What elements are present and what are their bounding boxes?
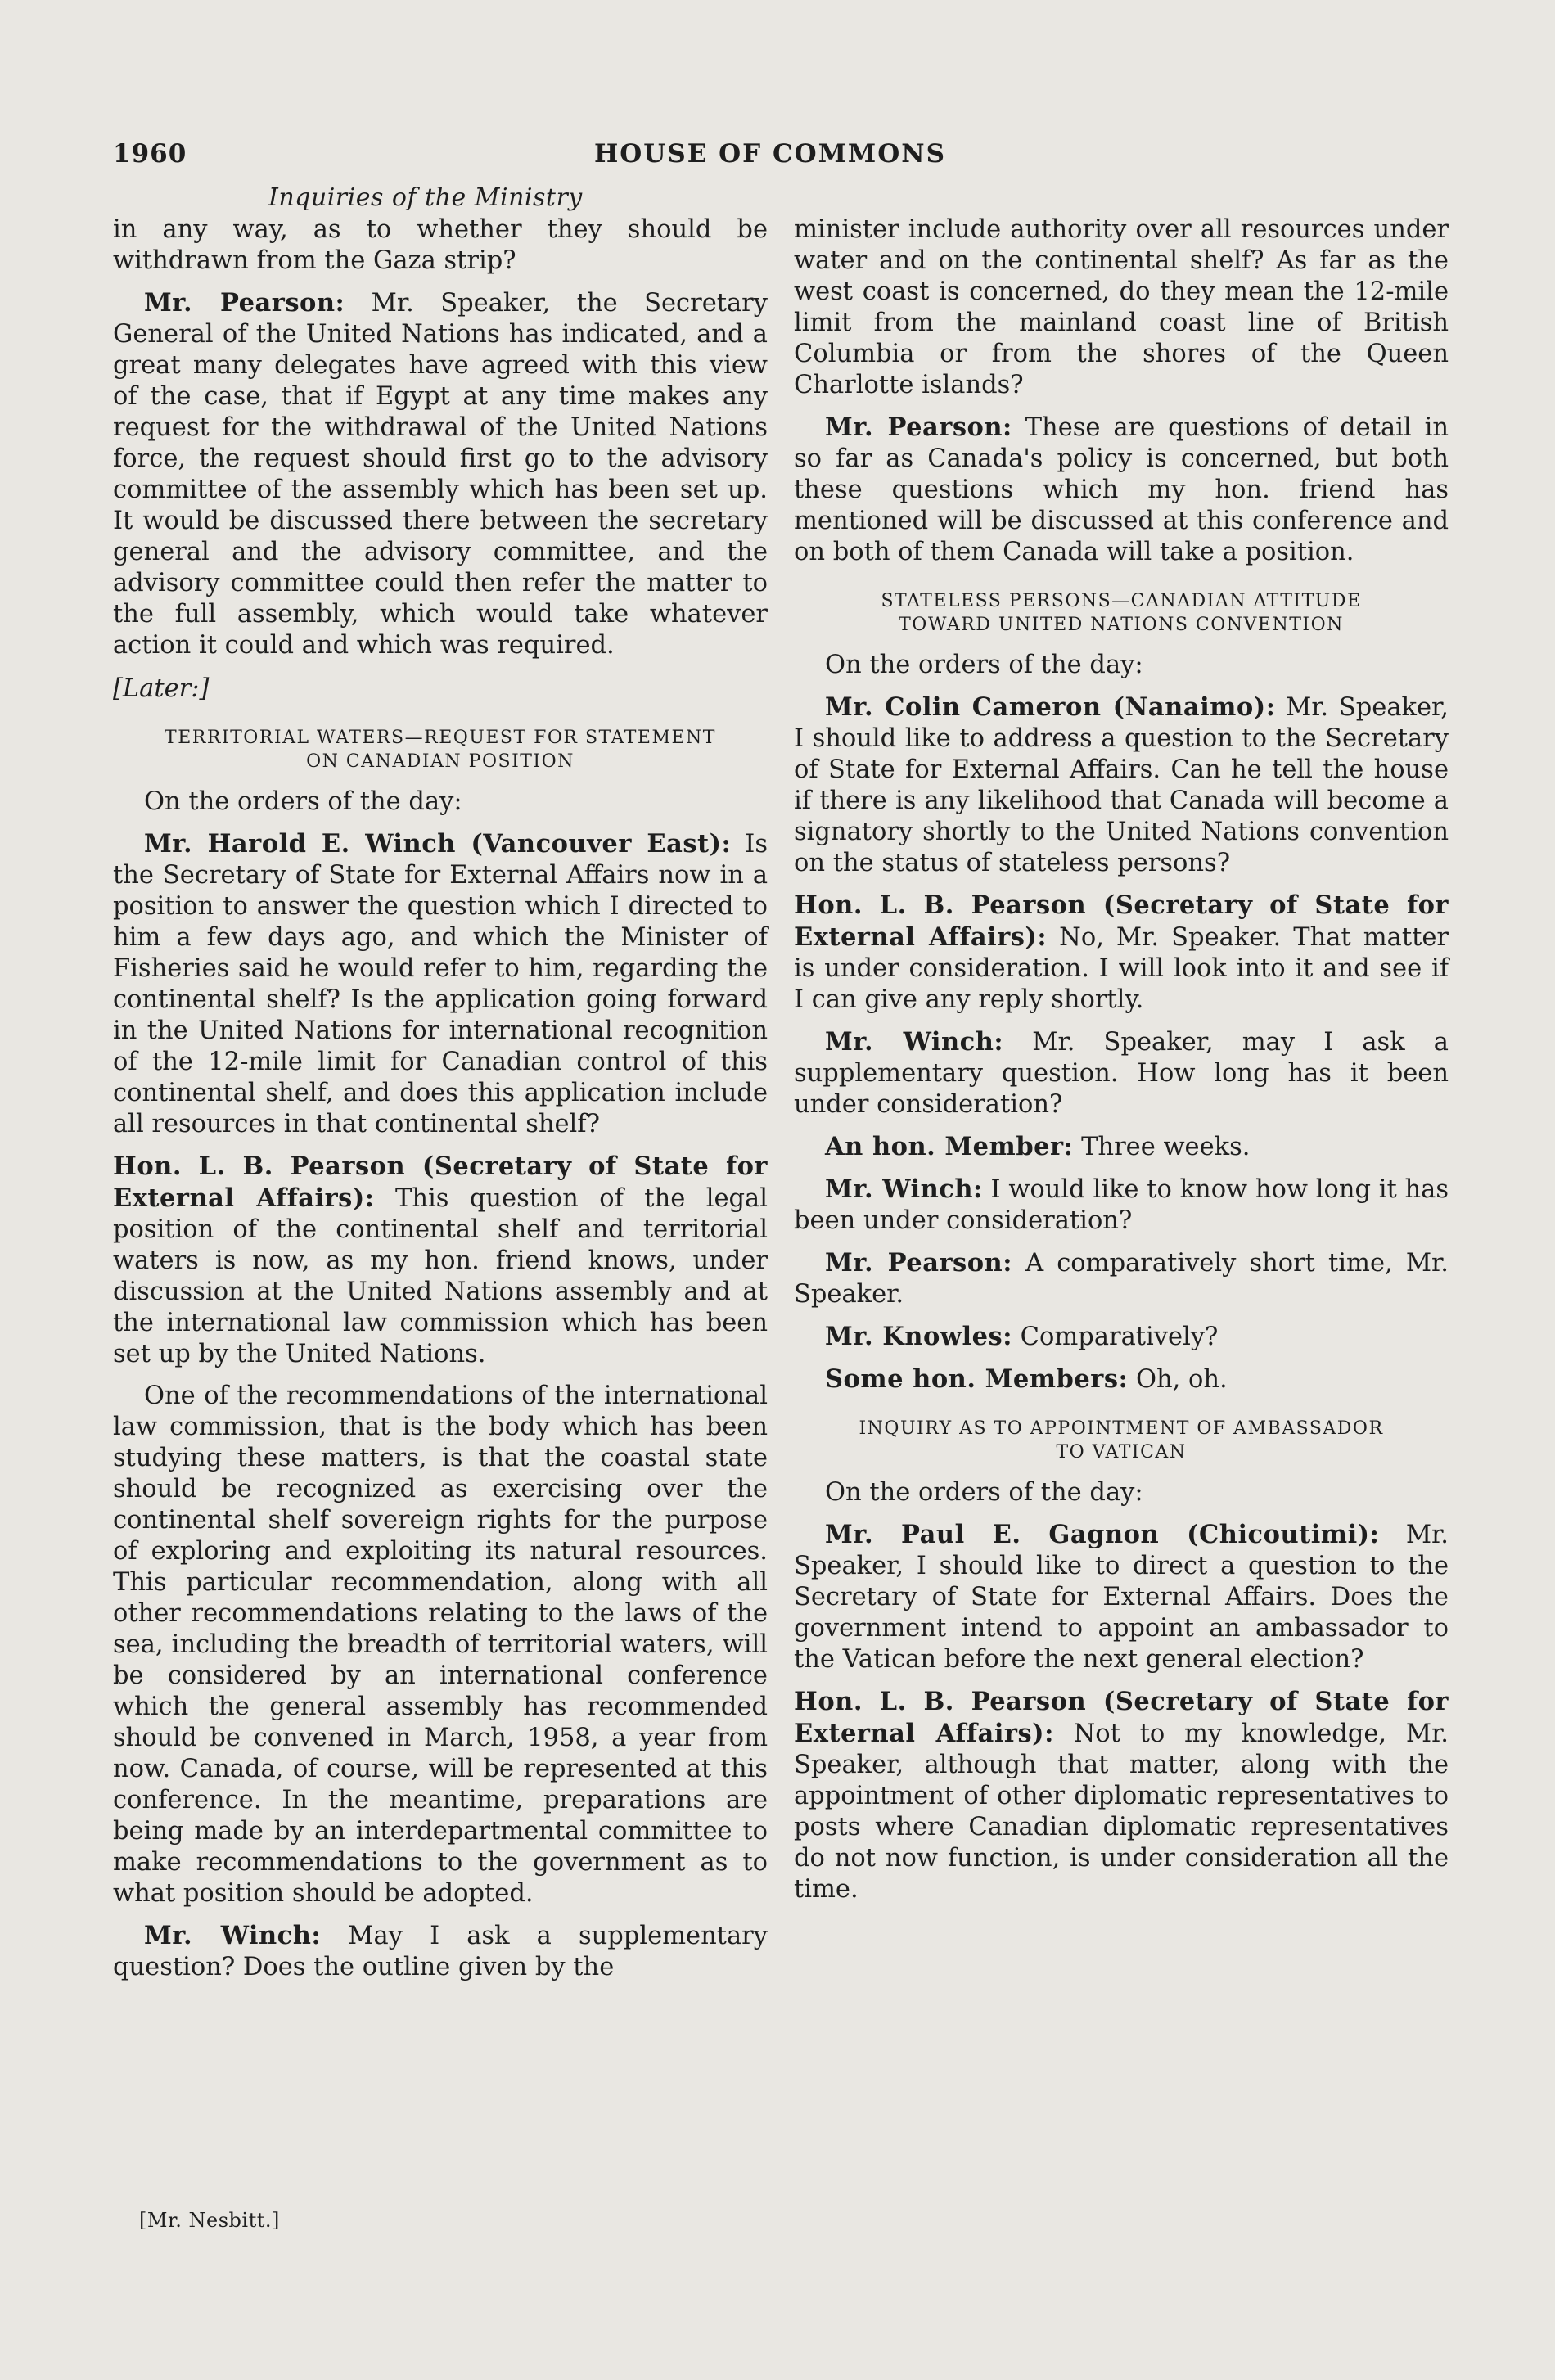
orders-of-the-day: On the orders of the day: xyxy=(144,787,462,816)
page-title: HOUSE OF COMMONS xyxy=(594,139,946,169)
speaker-name: Mr. Winch: xyxy=(144,1921,322,1950)
paragraph-text: These are questions of detail in so far as Canada's policy is concerned, but both these questions which my hon. friend has mentioned will be discussed at this conference and on both of them Canada will take a position. xyxy=(794,413,1449,566)
paragraph xyxy=(794,412,1449,568)
speaker-name: Hon. L. B. Pearson (Secretary of State for External Affairs): xyxy=(794,1687,1449,1748)
paragraph xyxy=(794,1364,1449,1395)
paragraph xyxy=(794,692,1449,879)
speaker-name: Mr. Harold E. Winch (Vancouver East): xyxy=(144,829,732,859)
paragraph-text: No, Mr. Speaker. That matter is under consideration. I will look into it and see if I can give any reply shortly. xyxy=(794,923,1449,1014)
orders-of-the-day: On the orders of the day: xyxy=(825,1478,1143,1507)
paragraph xyxy=(794,1321,1449,1353)
left-column xyxy=(113,214,768,1983)
paragraph-text: Oh, oh. xyxy=(1128,1365,1228,1394)
section-heading-line: ON CANADIAN POSITION xyxy=(306,751,575,772)
paragraph-text: Mr. Speaker, may I ask a supplementary question. How long has it been under consideration? xyxy=(794,1028,1449,1119)
section-heading-line: TO VATICAN xyxy=(1056,1442,1187,1463)
section-heading-line: STATELESS PERSONS—CANADIAN ATTITUDE xyxy=(881,591,1362,611)
speaker-name: Mr. Pearson: xyxy=(825,1248,1012,1278)
paragraph xyxy=(794,1247,1449,1310)
paragraph xyxy=(113,828,768,1140)
section-subtitle: Inquiries of the Ministry xyxy=(268,183,583,212)
paragraph-text: I would like to know how long it has been under consideration? xyxy=(794,1175,1449,1235)
speaker-name: Hon. L. B. Pearson (Secretary of State for External Affairs): xyxy=(113,1152,768,1213)
section-heading xyxy=(794,589,1449,637)
speaker-name: Mr. Pearson: xyxy=(144,288,345,318)
paragraph xyxy=(113,1920,768,1983)
speaker-name: Mr. Colin Cameron (Nanaimo): xyxy=(825,692,1276,722)
paragraph-text: Comparatively? xyxy=(1012,1323,1219,1351)
speaker-name: An hon. Member: xyxy=(825,1132,1074,1161)
page-header xyxy=(113,139,1463,180)
paragraph-text: Not to my knowledge, Mr. Speaker, although that matter, along with the appointment of other diplomatic representatives to posts where Canadian diplomatic representatives do not now function, is under consideration all the time. xyxy=(794,1720,1449,1904)
paragraph xyxy=(794,1519,1449,1675)
paragraph xyxy=(794,1686,1449,1905)
paragraph xyxy=(113,287,768,661)
paragraph-text: Mr. Speaker, I should like to direct a question to the Secretary of State for External Affairs. Does the government intend to appoint an ambassador to the Vatican before the next general election? xyxy=(794,1521,1449,1674)
paragraph xyxy=(794,1174,1449,1237)
section-heading xyxy=(794,1417,1449,1464)
orders-of-the-day: On the orders of the day: xyxy=(825,651,1143,679)
section-heading xyxy=(113,726,768,773)
paragraph-text: Three weeks. xyxy=(1073,1133,1251,1161)
right-column xyxy=(794,214,1449,1905)
paragraph xyxy=(113,1151,768,1370)
page-number: 1960 xyxy=(113,139,187,169)
section-heading-line: TOWARD UNITED NATIONS CONVENTION xyxy=(899,615,1344,635)
paragraph-text: Mr. Speaker, the Secretary General of the United Nations has indicated, and a great many delegates have agreed with this view of the case, that if Egypt at any time makes any request for the withdrawal of the United Nations force, the request should first go to the advisory committee of the assembly which has been set up. It would be discussed there between the secretary general and the advisory committee, and the advisory committee could then refer the matter to the full assembly, which would take whatever action it could and which was required. xyxy=(113,289,768,660)
speaker-name: Mr. Paul E. Gagnon (Chicoutimi): xyxy=(825,1520,1380,1549)
paragraph-text: Mr. Speaker, I should like to address a question to the Secretary of State for External Affairs. Can he tell the house if there is any likelihood that Canada will become a signatory shortly to the United Nations convention on the status of stateless persons? xyxy=(794,693,1449,877)
speaker-name: Mr. Knowles: xyxy=(825,1322,1012,1351)
paragraph-text: Is the Secretary of State for External Affairs now in a position to answer the question which I directed to him a few days ago, and which the Minister of Fisheries said he would refer to him, regarding the continental shelf? Is the application going forward in the United Nations for international recognition of the 12-mile limit for Canadian control of this continental shelf, and does this application include all resources in that continental shelf? xyxy=(113,830,768,1138)
speaker-name: Hon. L. B. Pearson (Secretary of State for External Affairs): xyxy=(794,890,1449,952)
page-footer: [Mr. Nesbitt.] xyxy=(139,2209,280,2232)
paragraph-text: A comparatively short time, Mr. Speaker. xyxy=(794,1249,1449,1309)
paragraph xyxy=(794,890,1449,1016)
section-heading-line: TERRITORIAL WATERS—REQUEST FOR STATEMENT xyxy=(165,728,716,748)
paragraph: minister include authority over all resources under water and on the continental shelf? As far as the west coast is concerned, do they mean the 12-mile limit from the mainland coast line of British Columbia or from the shores of the Queen Charlotte islands? xyxy=(794,215,1449,399)
speaker-name: Mr. Winch: xyxy=(825,1174,983,1204)
paragraph xyxy=(794,1131,1449,1163)
paragraph: in any way, as to whether they should be withdrawn from the Gaza strip? xyxy=(113,215,768,275)
paragraph xyxy=(794,1026,1449,1120)
paragraph: One of the recommendations of the international law commission, that is the body which has been studying these matters, is that the coastal state should be recognized as exercising over the continental shelf sovereign rights for the purpose of exploring and exploiting its natural resources. This particular recommendation, along with all other recommendations relating to the laws of the sea, including the breadth of territorial waters, will be considered by an international conference which the general assembly has recommended should be convened in March, 1958, a year from now. Canada, of course, will be represented at this conference. In the meantime, preparations are being made by an interdepartmental committee to make recommendations to the government as to what position should be adopted. xyxy=(113,1382,768,1908)
paragraph-text: May I ask a supplementary question? Does the outline given by the xyxy=(113,1922,768,1981)
section-heading-line: INQUIRY AS TO APPOINTMENT OF AMBASSADOR xyxy=(859,1418,1384,1439)
speaker-name: Mr. Pearson: xyxy=(825,412,1012,442)
speaker-name: Some hon. Members: xyxy=(825,1364,1129,1394)
speaker-name: Mr. Winch: xyxy=(825,1027,1004,1057)
paragraph-text: This question of the legal position of the continental shelf and territorial waters is now, as my hon. friend knows, under discussion at the United Nations assembly and at the international law commission which has been set up by the United Nations. xyxy=(113,1184,768,1368)
later-marker: [Later:] xyxy=(113,674,210,703)
